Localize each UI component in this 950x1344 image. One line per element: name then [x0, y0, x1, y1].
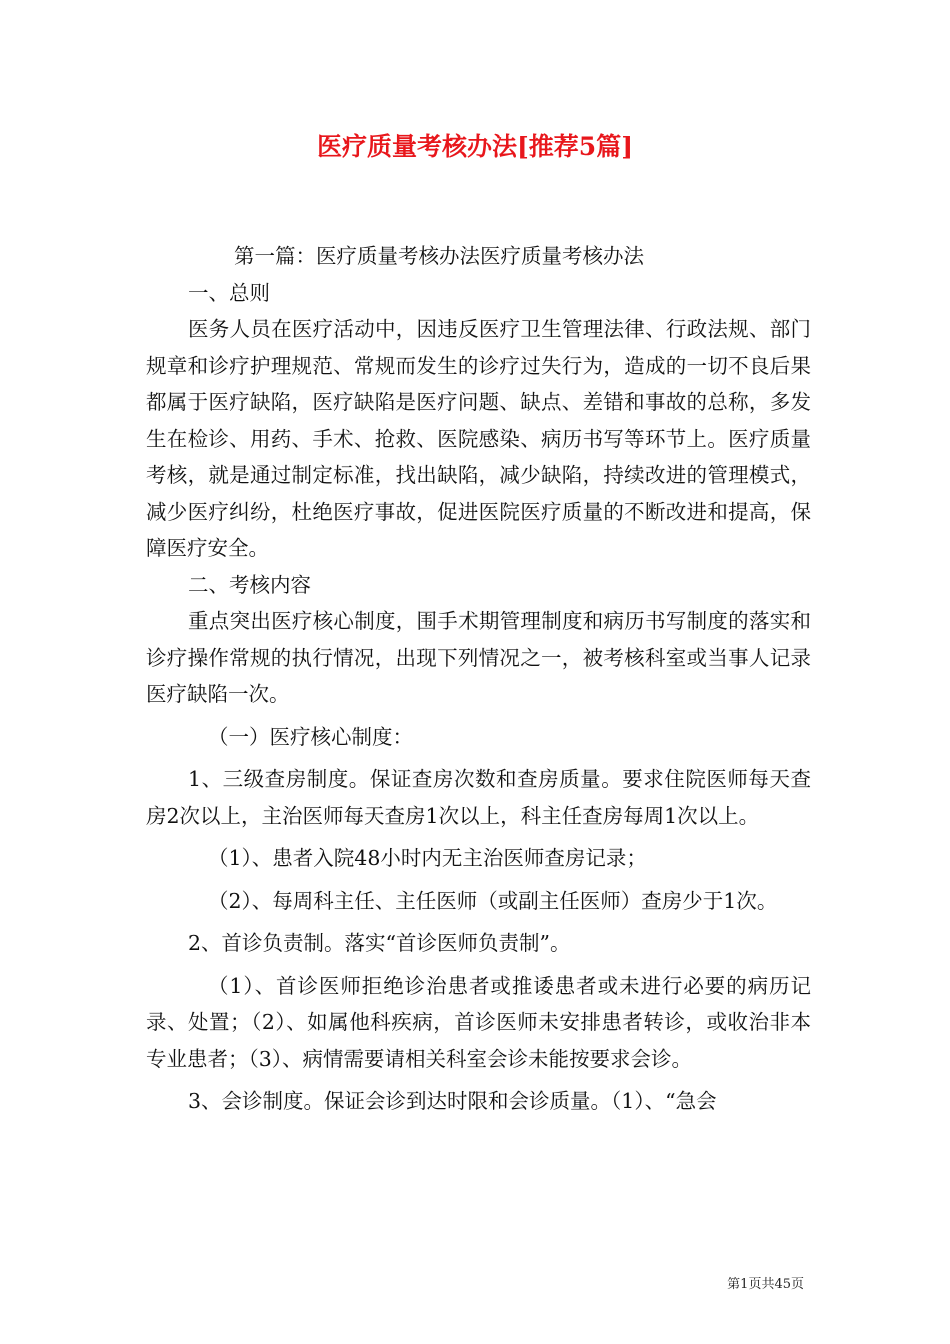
paragraph-first-visit: 2、首诊负责制。落实“首诊医师负责制”。 — [188, 931, 571, 955]
section-heading-general: 一、总则 — [188, 280, 270, 305]
section-heading-content: 二、考核内容 — [188, 572, 311, 597]
list-item: （2）、每周科主任、主任医师（或副主任医师）查房少于1次。 — [208, 888, 778, 913]
chapter-heading: 第一篇：医疗质量考核办法医疗质量考核办法 — [234, 244, 644, 268]
subsection-heading-core-system: （一）医疗核心制度： — [208, 724, 413, 749]
page-title: 医疗质量考核办法[推荐5篇] — [316, 132, 634, 161]
paragraph-content: 重点突出医疗核心制度，围手术期管理制度和病历书写制度的落实和诊疗操作常规的执行情况，出现下列情况之一，被考核科室或当事人记录医疗缺陷一次。 — [146, 609, 811, 706]
paragraph-ward-round: 1、三级查房制度。保证查房次数和查房质量。要求住院医师每天查房2次以上，主治医师每天查房1次以上，科主任查房每周1次以上。 — [146, 767, 811, 828]
paragraph-first-visit-items: （1）、首诊医师拒绝诊治患者或推诿患者或未进行必要的病历记录、处置；（2）、如属他科疾病，首诊医师未安排患者转诊，或收治非本专业患者；（3）、病情需要请相关科室会诊未能按要求会诊。 — [146, 973, 811, 1071]
document-body — [146, 238, 811, 1120]
paragraph-general: 医务人员在医疗活动中，因违反医疗卫生管理法律、行政法规、部门规章和诊疗护理规范、常规而发生的诊疗过失行为，造成的一切不良后果都属于医疗缺陷，医疗缺陷是医疗问题、缺点、差错和事故的总称，多发生在检诊、用药、手术、抢救、医院感染、病历书写等环节上。医疗质量考核，就是通过制定标准，找出缺陷，减少缺陷，持续改进的管理模式，减少医疗纠纷，杜绝医疗事故，促进医院医疗质量的不断改进和提高，保障医疗安全。 — [146, 317, 811, 560]
list-item: （1）、患者入院48小时内无主治医师查房记录； — [208, 846, 647, 870]
page-number: 第1页共45页 — [727, 1277, 804, 1292]
paragraph-consultation: 3、会诊制度。保证会诊到达时限和会诊质量。（1）、“急会 — [188, 1089, 717, 1113]
